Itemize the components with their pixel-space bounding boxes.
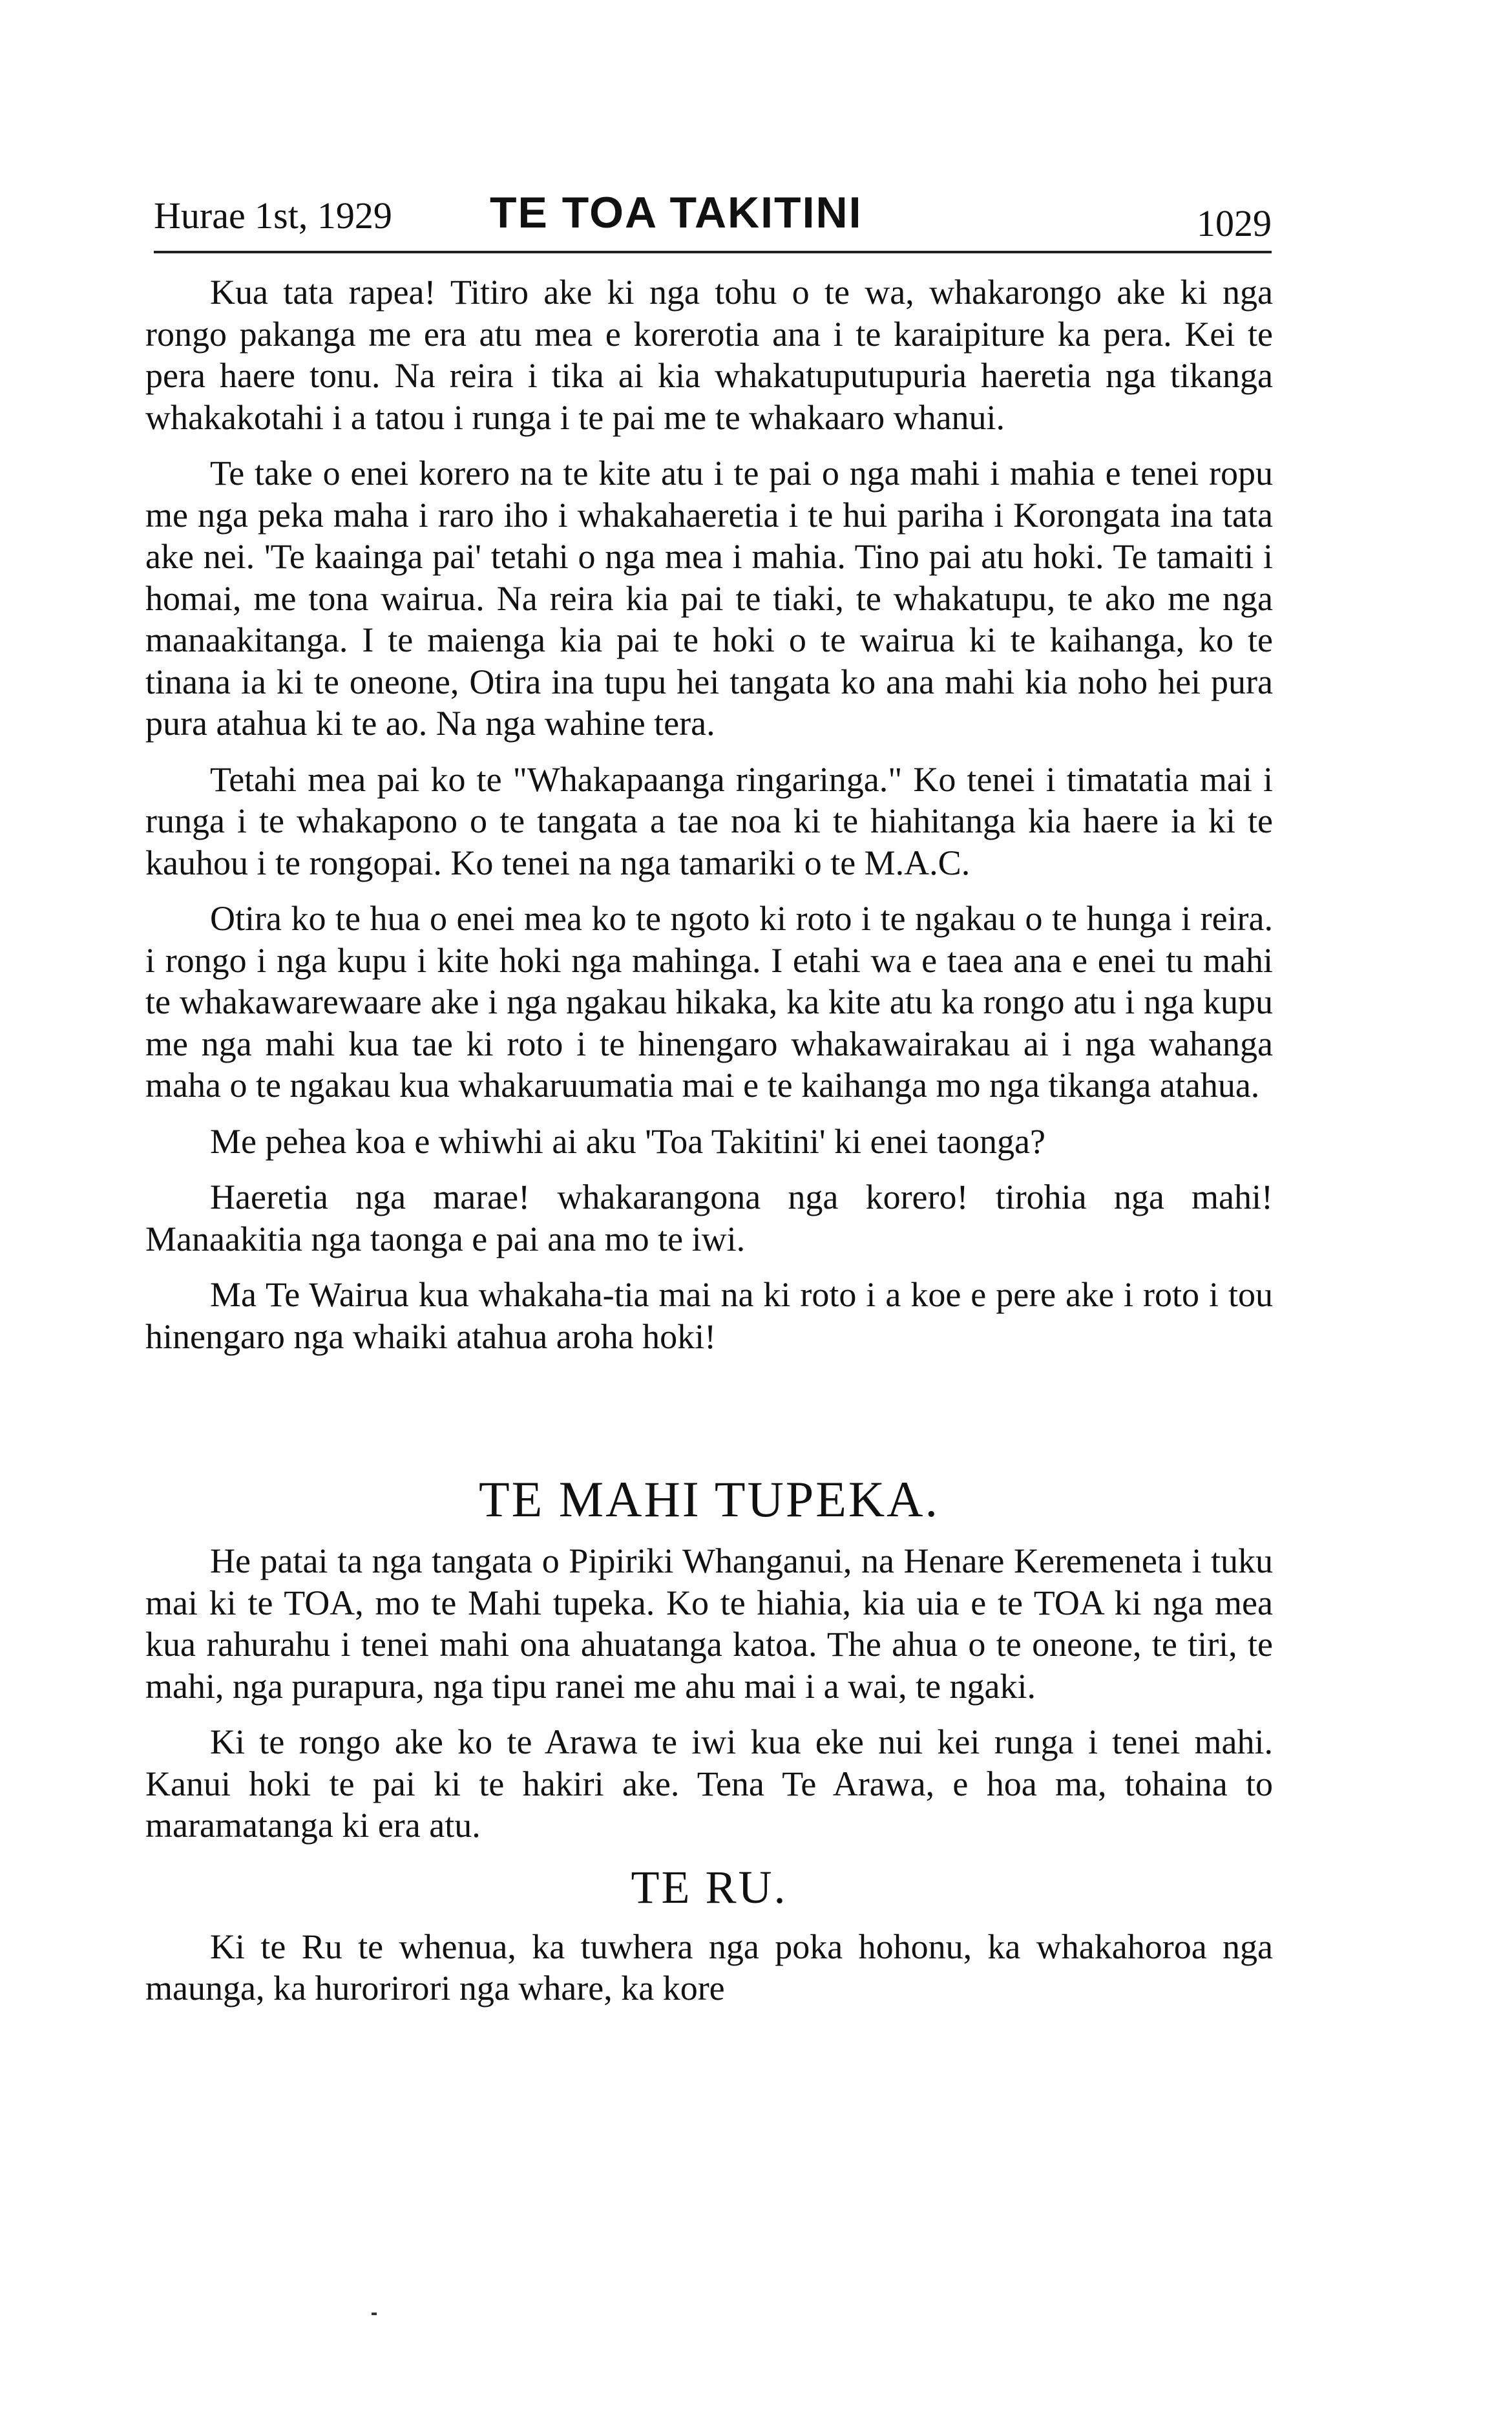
page-header xyxy=(154,187,1272,246)
paragraph: Kua tata rapea! Titiro ake ki nga tohu o te wa, whakarongo ake ki nga rongo pakanga me era atu mea e korerotia ana i te karaipiture ka pera. Kei te pera haere tonu. Na reira i tika ai kia whakatuputupuria haeretia nga tikanga whakakotahi i a tatou i runga i te pai me te whakaaro whanui. xyxy=(145,273,1273,437)
paragraph: Ki te Ru te whenua, ka tuwhera nga poka hohonu, ka whakahoroa nga maunga, ka hurorirori nga whare, ka kore xyxy=(145,1927,1273,2007)
section-heading-te-ru: TE RU. xyxy=(631,1861,788,1913)
header-date: Hurae 1st, 1929 xyxy=(154,195,392,237)
paragraph: Ma Te Wairua kua whakaha-tia mai na ki roto i a koe e pere ake i roto i tou hinengaro nga whaiki atahua aroha hoki! xyxy=(145,1275,1273,1356)
print-speck xyxy=(372,2313,377,2315)
page-number: 1029 xyxy=(1197,202,1272,244)
paragraph: Te take o enei korero na te kite atu i te pai o nga mahi i mahia e tenei ropu me nga peka maha i raro iho i whakahaeretia i te hui pariha i Korongata ina tata ake nei. 'Te kaainga pai' tetahi o nga mea i mahia. Tino pai atu hoki. Te tamaiti i homai, me tona wairua. Na reira kia pai te tiaki, te whakatupu, te ako me nga manaakitanga. I te maienga kia pai te hoki o te wairua ki te kaihanga, ko te tinana ia ki te oneone, Otira ina tupu hei tangata ko ana mahi kia noho hei pura pura atahua ki te ao. Na nga wahine tera. xyxy=(145,454,1273,743)
publication-title: TE TOA TAKITINI xyxy=(490,188,863,237)
paragraph: Ki te rongo ake ko te Arawa te iwi kua eke nui kei runga i tenei mahi. Kanui hoki te pai ki te hakiri ake. Tena Te Arawa, e hoa ma, tohaina to maramatanga ki era atu. xyxy=(145,1722,1273,1845)
paragraph: Tetahi mea pai ko te "Whakapaanga ringaringa." Ko tenei i timatatia mai i runga i te whakapono o te tangata a tae noa ki te hiahitanga kia haere ia ki te kauhou i te rongopai. Ko tenei na nga tamariki o te M.A.C. xyxy=(145,759,1273,882)
paragraph: Otira ko te hua o enei mea ko te ngoto ki roto i te ngakau o te hunga i reira. i rongo i nga kupu i kite hoki nga mahinga. I etahi wa e taea ana e enei tu mahi te whakawarewaare ake i nga ngakau hikaka, ka kite atu ka rongo atu i nga kupu me nga mahi kua tae ki roto i te hinengaro whakawairakau ai i nga wahanga maha o te ngakau kua whakaruumatia mai e te kaihanga mo nga tikanga atahua. xyxy=(145,899,1273,1105)
paragraph: He patai ta nga tangata o Pipiriki Whanganui, na Henare Keremeneta i tuku mai ki te TOA, mo te Mahi tupeka. Ko te hiahia, kia uia e te TOA ki nga mea kua rahurahu i tenei mahi ona ahuatanga katoa. The ahua o te oneone, te tiri, te mahi, nga purapura, nga tipu ranei me ahu mai i a wai, te ngaki. xyxy=(145,1541,1273,1706)
article-column xyxy=(145,271,1273,2024)
header-rule xyxy=(154,251,1272,253)
paragraph: Haeretia nga marae! whakarangona nga korero! tirohia nga mahi! Manaakitia nga taonga e pai ana mo te iwi. xyxy=(145,1178,1273,1258)
section-heading-te-mahi-tupeka: TE MAHI TUPEKA. xyxy=(478,1471,940,1527)
paragraph: Me pehea koa e whiwhi ai aku 'Toa Takitini' ki enei taonga? xyxy=(210,1121,1045,1161)
